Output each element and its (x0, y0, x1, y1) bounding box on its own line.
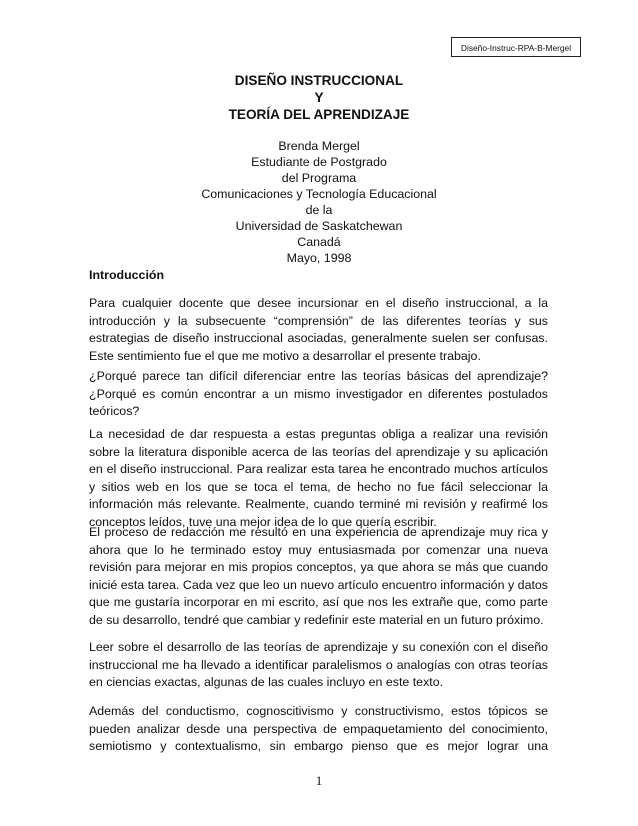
author-program-prefix: del Programa (281, 171, 357, 185)
paragraph: Leer sobre el desarrollo de las teorías de aprendizaje y su conexión con el diseño instruccional me ha llevado a identificar paralelismos o analogías con otras teorías en ciencias exactas, algunas de las cuales incluyo en este texto. (89, 640, 548, 689)
author-institution-prefix: de la (305, 203, 333, 217)
title-line-3: TEORÍA DEL APRENDIZAJE (228, 107, 410, 122)
paragraph: ¿Porqué parece tan difícil diferenciar entre las teorías básicas del aprendizaje? ¿Porqué es común encontrar a un mismo investigador en diferentes postulados teóricos? (89, 369, 548, 418)
author-name: Brenda Mergel (278, 139, 360, 153)
author-program: Comunicaciones y Tecnología Educacional (201, 187, 437, 201)
title-line-1: DISEÑO INSTRUCCIONAL (234, 73, 404, 88)
paragraph: Además del conductismo, cognoscitivismo y constructivismo, estos tópicos se pueden analizar desde una perspectiva de empaquetamiento del conocimiento, semiotismo y contextualismo, sin embargo pienso que es mejor lograr una (89, 704, 548, 753)
author-date: Mayo, 1998 (286, 251, 352, 265)
author-institution: Universidad de Saskatchewan (235, 219, 403, 233)
author-country: Canadá (297, 235, 341, 249)
author-role: Estudiante de Postgrado (251, 155, 387, 169)
title-line-2: Y (314, 90, 324, 105)
page-number: 1 (315, 773, 323, 788)
paragraph: El proceso de redacción me resultó en una experiencia de aprendizaje muy rica y ahora que lo he terminado estoy muy entusiasmada por comenzar una nueva revisión para mejorar en mis propios conceptos, ya que ahora se más que cuando inicié esta tarea. Cada vez que leo un nuevo artículo encuentro información y datos que me gustaría incorporar en mi escrito, así que nos les extrañe que, como parte de su desarrollo, tendré que cambiar y redefinir este material en un futuro próximo. (89, 525, 548, 627)
section-heading: Introducción (89, 268, 165, 282)
author-block (0, 138, 638, 266)
paragraph: La necesidad de dar respuesta a estas preguntas obliga a realizar una revisión sobre la literatura disponible acerca de las teorías del aprendizaje y su aplicación en el diseño instruccional. Para realizar esta tarea he encontrado muchos artículos y sitios web en los que se toca el tema, de hecho no fue fácil seleccionar la información más relevante. Realmente, cuando terminé mi revisión y reafirmé los conceptos leídos, tuve una mejor idea de lo que quería escribir. (89, 427, 548, 529)
document-code-box: Diseño-Instruc-RPA-B-Mergel (451, 37, 581, 57)
paragraph: Para cualquier docente que desee incursionar en el diseño instruccional, a la introducción y la subsecuente “comprensión” de las diferentes teorías y sus estrategias de diseño instruccional asociadas, generalmente suelen ser confusas. Este sentimiento fue el que me motivo a desarrollar el presente trabajo. (89, 296, 548, 363)
